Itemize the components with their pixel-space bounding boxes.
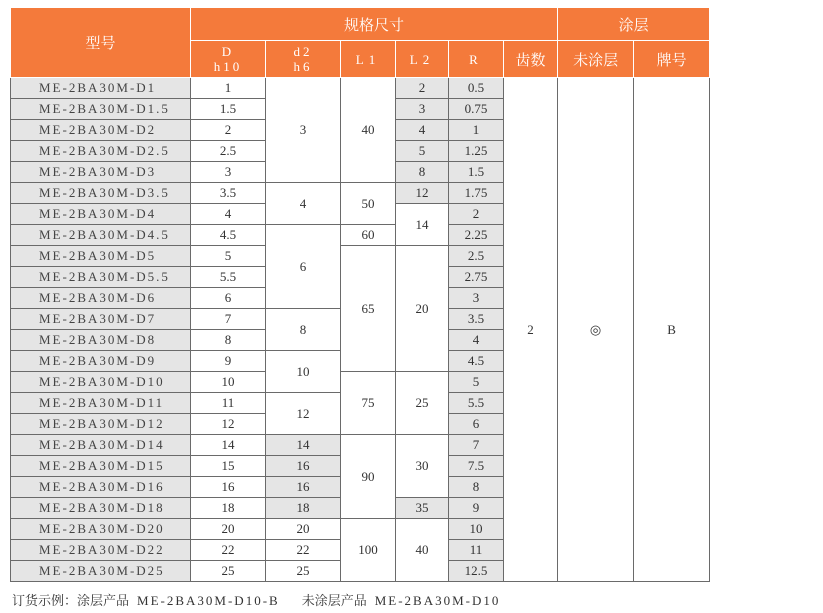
header-d2-tolerance: h6 [293,59,313,74]
l1-cell: 60 [341,225,396,246]
r-cell: 2.75 [449,267,504,288]
header-l2-label: L2 [409,52,435,67]
l1-cell: 100 [341,519,396,582]
r-cell: 1.5 [449,162,504,183]
l2-cell: 20 [396,246,449,372]
d2-cell: 16 [266,477,341,498]
header-spec: 规格尺寸 [191,8,558,41]
d2-cell: 16 [266,456,341,477]
uncoated-cell: ◎ [558,78,634,582]
d2-cell: 8 [266,309,341,351]
d-cell: 3.5 [191,183,266,204]
model-cell: ME-2BA30M-D20 [11,519,191,540]
r-cell: 11 [449,540,504,561]
l1-cell: 90 [341,435,396,519]
coated-label: 涂层产品 [77,594,130,609]
r-cell: 4 [449,330,504,351]
model-cell: ME-2BA30M-D9 [11,351,191,372]
header-model: 型号 [11,8,191,78]
model-cell: ME-2BA30M-D2 [11,120,191,141]
model-cell: ME-2BA30M-D4.5 [11,225,191,246]
model-cell: ME-2BA30M-D15 [11,456,191,477]
r-cell: 7.5 [449,456,504,477]
l2-cell: 40 [396,519,449,582]
r-cell: 10 [449,519,504,540]
brand-cell: B [634,78,710,582]
r-cell: 0.5 [449,78,504,99]
model-cell: ME-2BA30M-D5.5 [11,267,191,288]
d2-cell: 10 [266,351,341,393]
l1-cell: 40 [341,78,396,183]
r-cell: 7 [449,435,504,456]
order-example-label: 订货示例： [12,594,78,609]
spec-table [10,7,710,582]
r-cell: 9 [449,498,504,519]
l2-cell: 25 [396,372,449,435]
r-cell: 2.25 [449,225,504,246]
model-cell: ME-2BA30M-D14 [11,435,191,456]
l1-cell: 75 [341,372,396,435]
table-row [11,78,710,99]
l2-cell: 8 [396,162,449,183]
l2-cell: 3 [396,99,449,120]
r-cell: 3.5 [449,309,504,330]
d-cell: 6 [191,288,266,309]
model-cell: ME-2BA30M-D6 [11,288,191,309]
r-cell: 3 [449,288,504,309]
d-cell: 8 [191,330,266,351]
r-cell: 8 [449,477,504,498]
l1-cell: 50 [341,183,396,225]
header-l1-label: L1 [355,52,381,67]
d-cell: 18 [191,498,266,519]
d2-cell: 12 [266,393,341,435]
d-cell: 5 [191,246,266,267]
r-cell: 1.25 [449,141,504,162]
d2-cell: 25 [266,561,341,582]
coated-example-code: ME-2BA30M-D10-B [137,593,280,608]
model-cell: ME-2BA30M-D10 [11,372,191,393]
teeth-cell: 2 [504,78,558,582]
uncoated-example-code: ME-2BA30M-D10 [374,593,501,608]
d2-cell: 20 [266,519,341,540]
l2-cell: 14 [396,204,449,246]
d-cell: 15 [191,456,266,477]
d-cell: 25 [191,561,266,582]
r-cell: 12.5 [449,561,504,582]
d2-cell: 4 [266,183,341,225]
r-cell: 2 [449,204,504,225]
spec-body [11,78,710,582]
d-cell: 9 [191,351,266,372]
model-cell: ME-2BA30M-D1.5 [11,99,191,120]
d-cell: 4 [191,204,266,225]
model-cell: ME-2BA30M-D3.5 [11,183,191,204]
order-example [12,590,500,609]
header-d [191,41,266,78]
header-row-top [11,8,710,41]
r-cell: 1.75 [449,183,504,204]
model-cell: ME-2BA30M-D12 [11,414,191,435]
d2-cell: 14 [266,435,341,456]
l2-cell: 35 [396,498,449,519]
d-cell: 4.5 [191,225,266,246]
d-cell: 3 [191,162,266,183]
r-cell: 0.75 [449,99,504,120]
header-r [449,41,504,78]
header-uncoated: 未涂层 [558,41,634,78]
model-cell: ME-2BA30M-D16 [11,477,191,498]
d-cell: 2 [191,120,266,141]
d-cell: 22 [191,540,266,561]
r-cell: 4.5 [449,351,504,372]
d-cell: 11 [191,393,266,414]
d-cell: 12 [191,414,266,435]
header-l2 [396,41,449,78]
header-d2-label: d2 [293,44,313,59]
d-cell: 5.5 [191,267,266,288]
d-cell: 1 [191,78,266,99]
model-cell: ME-2BA30M-D4 [11,204,191,225]
model-cell: ME-2BA30M-D7 [11,309,191,330]
header-d-tolerance: h10 [213,59,243,74]
header-d-label: D [221,44,235,59]
r-cell: 5 [449,372,504,393]
model-cell: ME-2BA30M-D18 [11,498,191,519]
d-cell: 1.5 [191,99,266,120]
header-l1 [341,41,396,78]
l2-cell: 30 [396,435,449,498]
r-cell: 6 [449,414,504,435]
model-cell: ME-2BA30M-D8 [11,330,191,351]
header-brand: 牌号 [634,41,710,78]
d2-cell: 22 [266,540,341,561]
model-cell: ME-2BA30M-D2.5 [11,141,191,162]
l2-cell: 2 [396,78,449,99]
model-cell: ME-2BA30M-D5 [11,246,191,267]
model-cell: ME-2BA30M-D22 [11,540,191,561]
model-cell: ME-2BA30M-D3 [11,162,191,183]
d2-cell: 18 [266,498,341,519]
uncoated-label: 未涂层产品 [301,594,367,609]
d-cell: 2.5 [191,141,266,162]
header-r-label: R [469,52,483,67]
r-cell: 5.5 [449,393,504,414]
l2-cell: 4 [396,120,449,141]
r-cell: 1 [449,120,504,141]
d-cell: 7 [191,309,266,330]
d-cell: 16 [191,477,266,498]
l1-cell: 65 [341,246,396,372]
l2-cell: 5 [396,141,449,162]
header-teeth: 齿数 [504,41,558,78]
d-cell: 20 [191,519,266,540]
header-coating: 涂层 [558,8,710,41]
d2-cell: 6 [266,225,341,309]
model-cell: ME-2BA30M-D1 [11,78,191,99]
d-cell: 10 [191,372,266,393]
d-cell: 14 [191,435,266,456]
header-d2 [266,41,341,78]
r-cell: 2.5 [449,246,504,267]
l2-cell: 12 [396,183,449,204]
d2-cell: 3 [266,78,341,183]
model-cell: ME-2BA30M-D25 [11,561,191,582]
model-cell: ME-2BA30M-D11 [11,393,191,414]
